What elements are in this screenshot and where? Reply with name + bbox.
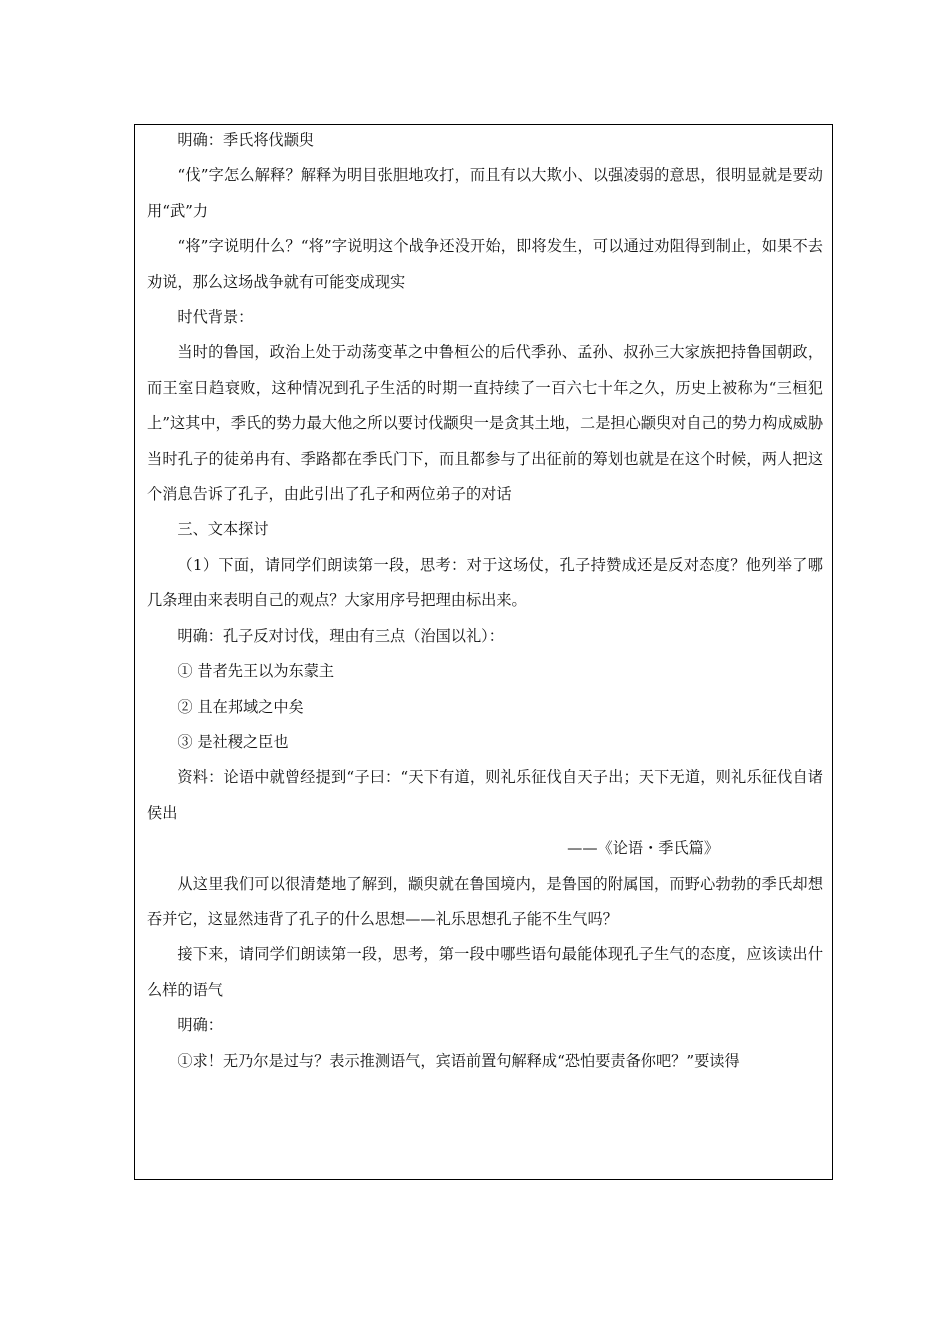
content-table-cell <box>134 124 833 1180</box>
paragraph-question-1: （1）下面，请同学们朗读第一段，思考：对于这场仗，孔子持赞成还是反对态度？他列举了哪几条理由来表明自己的观点？大家用序号把理由标出来。 <box>147 555 823 610</box>
paragraph-jiang-explanation: “将”字说明什么？“将”字说明这个战争还没开始，即将发生，可以通过劝阻得到制止，如果不去劝说，那么这场战争就有可能变成现实 <box>147 237 823 291</box>
citation-analects: ——《论语・季氏篇》 <box>567 839 719 858</box>
list-item-reason-1: ① 昔者先王以为东蒙主 <box>177 662 335 681</box>
paragraph-fa-explanation: “伐”字怎么解释？解释为明目张胆地攻打，而且有以大欺小、以强凌弱的意思，很明显就是要动用“武”力 <box>147 166 823 220</box>
list-item-reason-2: ② 且在邦域之中矣 <box>177 697 304 716</box>
paragraph-question-2: 接下来，请同学们朗读第一段，思考，第一段中哪些语句最能体现孔子生气的态度，应该读出什么样的语气 <box>147 945 823 999</box>
paragraph-clarify-title: 明确：季氏将伐颛臾 <box>177 131 315 149</box>
paragraph-source-material: 资料：论语中就曾经提到“子曰：“天下有道，则礼乐征伐自天子出；天下无道，则礼乐征伐自诸侯出 <box>147 768 823 822</box>
paragraph-background-heading: 时代背景： <box>177 308 254 327</box>
paragraph-clarify-2: 明确： <box>177 1016 223 1035</box>
paragraph-clarify-reasons: 明确：孔子反对讨伐，理由有三点（治国以礼）： <box>177 626 504 645</box>
section-heading-text-discussion: 三、文本探讨 <box>177 520 269 539</box>
document-body <box>147 125 823 1079</box>
paragraph-background-text: 当时的鲁国，政治上处于动荡变革之中鲁桓公的后代季孙、孟孙、叔孙三大家族把持鲁国朝政，而王室日趋衰败，这种情况到孔子生活的时期一直持续了一百六七十年之久，历史上被称为“三桓犯上”这其中，季氏的势力最大他之所以要讨伐颛臾一是贪其土地，二是担心颛臾对自己的势力构成威胁当时孔子的徒弟冉有、季路都在季氏门下，而且都参与了出征前的筹划也就是在这个时候，两人把这个消息告诉了孔子，由此引出了孔子和两位弟子的对话 <box>147 343 824 504</box>
list-item-tone-1: ①求！无乃尔是过与？表示推测语气，宾语前置句解释成“恐怕要责备你吧？”要读得 <box>177 1051 740 1070</box>
paragraph-analysis: 从这里我们可以很清楚地了解到，颛臾就在鲁国境内，是鲁国的附属国，而野心勃勃的季氏却想吞并它，这显然违背了孔子的什么思想——礼乐思想孔子能不生气吗？ <box>147 874 823 928</box>
list-item-reason-3: ③ 是社稷之臣也 <box>177 732 289 751</box>
